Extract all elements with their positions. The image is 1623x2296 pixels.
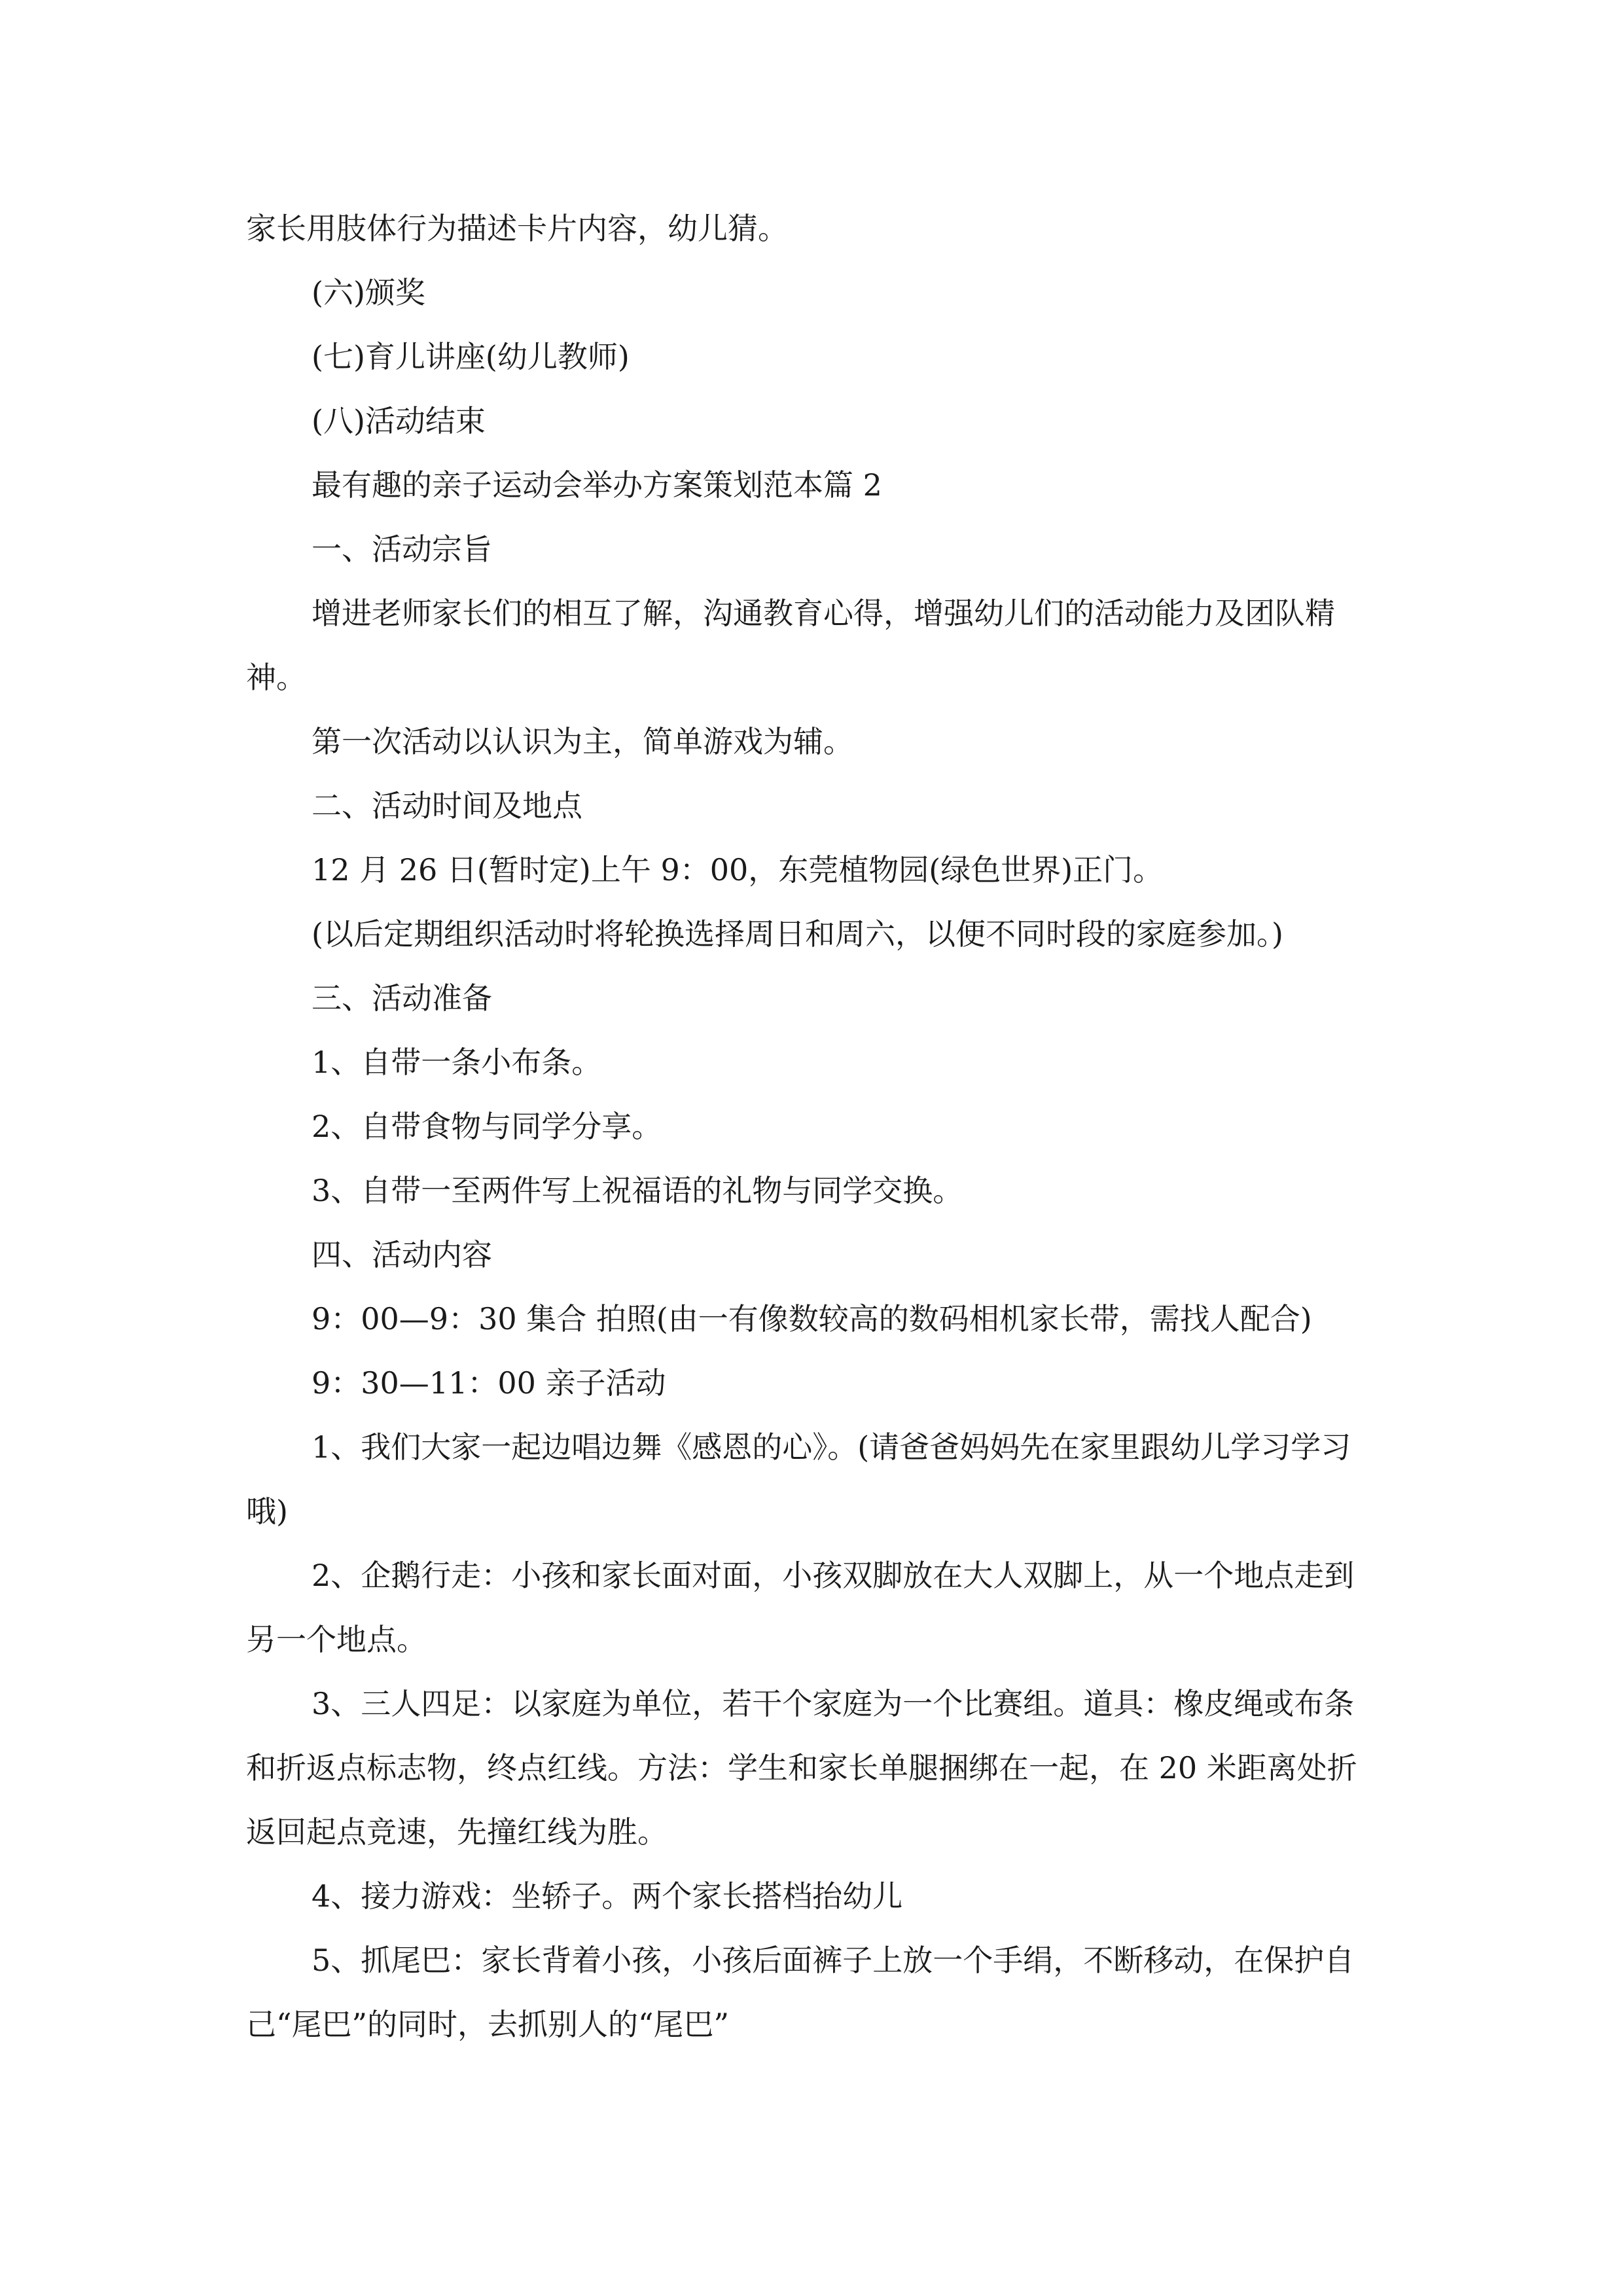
list-item: 2、自带食物与同学分享。 [312,1109,662,1144]
paragraph-4: (八)活动结束 [312,403,486,439]
list-item: 3、自带一至两件写上祝福语的礼物与同学交换。 [312,1173,963,1208]
list-item: 5、抓尾巴：家长背着小孩，小孩后面裤子上放一个手绢，不断移动，在保护自己“尾巴”的同时，去抓别人的“尾巴” [246,1943,1355,2042]
heading-content: 四、活动内容 [312,1237,492,1272]
heading-time-place: 二、活动时间及地点 [312,788,582,823]
paragraph-3: (七)育儿讲座(幼儿教师) [312,339,630,374]
paragraph-time-place: 12 月 26 日(暂时定)上午 9：00，东莞植物园(绿色世界)正门。 [312,852,1164,888]
paragraph-2: (六)颁奖 [312,275,425,310]
list-item: 2、企鹅行走：小孩和家长面对面，小孩双脚放在大人双脚上，从一个地点走到另一个地点。 [246,1558,1355,1657]
section-title: 最有趣的亲子运动会举办方案策划范本篇 2 [312,467,882,503]
schedule-line: 9：00—9：30 集合 拍照(由一有像数较高的数码相机家长带，需找人配合) [312,1301,1312,1336]
list-item: 1、自带一条小布条。 [312,1045,602,1080]
paragraph-schedule-note: (以后定期组织活动时将轮换选择周日和周六，以便不同时段的家庭参加。) [312,916,1283,952]
document-body [246,196,1381,2056]
heading-preparation: 三、活动准备 [312,980,492,1016]
list-item: 4、接力游戏：坐轿子。两个家长搭档抬幼儿 [312,1878,903,1914]
list-item: 3、三人四足：以家庭为单位，若干个家庭为一个比赛组。道具：橡皮绳或布条和折返点标志物，终点红线。方法：学生和家长单腿捆绑在一起，在 20 米距离处折返回起点竞速，先撞红线为胜。 [246,1686,1357,1850]
paragraph-first-activity: 第一次活动以认识为主，简单游戏为辅。 [312,724,853,759]
schedule-line: 9：30—11：00 亲子活动 [312,1365,666,1401]
list-item: 1、我们大家一起边唱边舞《感恩的心》。(请爸爸妈妈先在家里跟幼儿学习学习哦) [246,1429,1351,1529]
paragraph-purpose: 增进老师家长们的相互了解，沟通教育心得，增强幼儿们的活动能力及团队精神。 [246,596,1335,695]
heading-purpose: 一、活动宗旨 [312,531,492,567]
paragraph-1: 家长用肢体行为描述卡片内容，幼儿猜。 [246,211,788,246]
